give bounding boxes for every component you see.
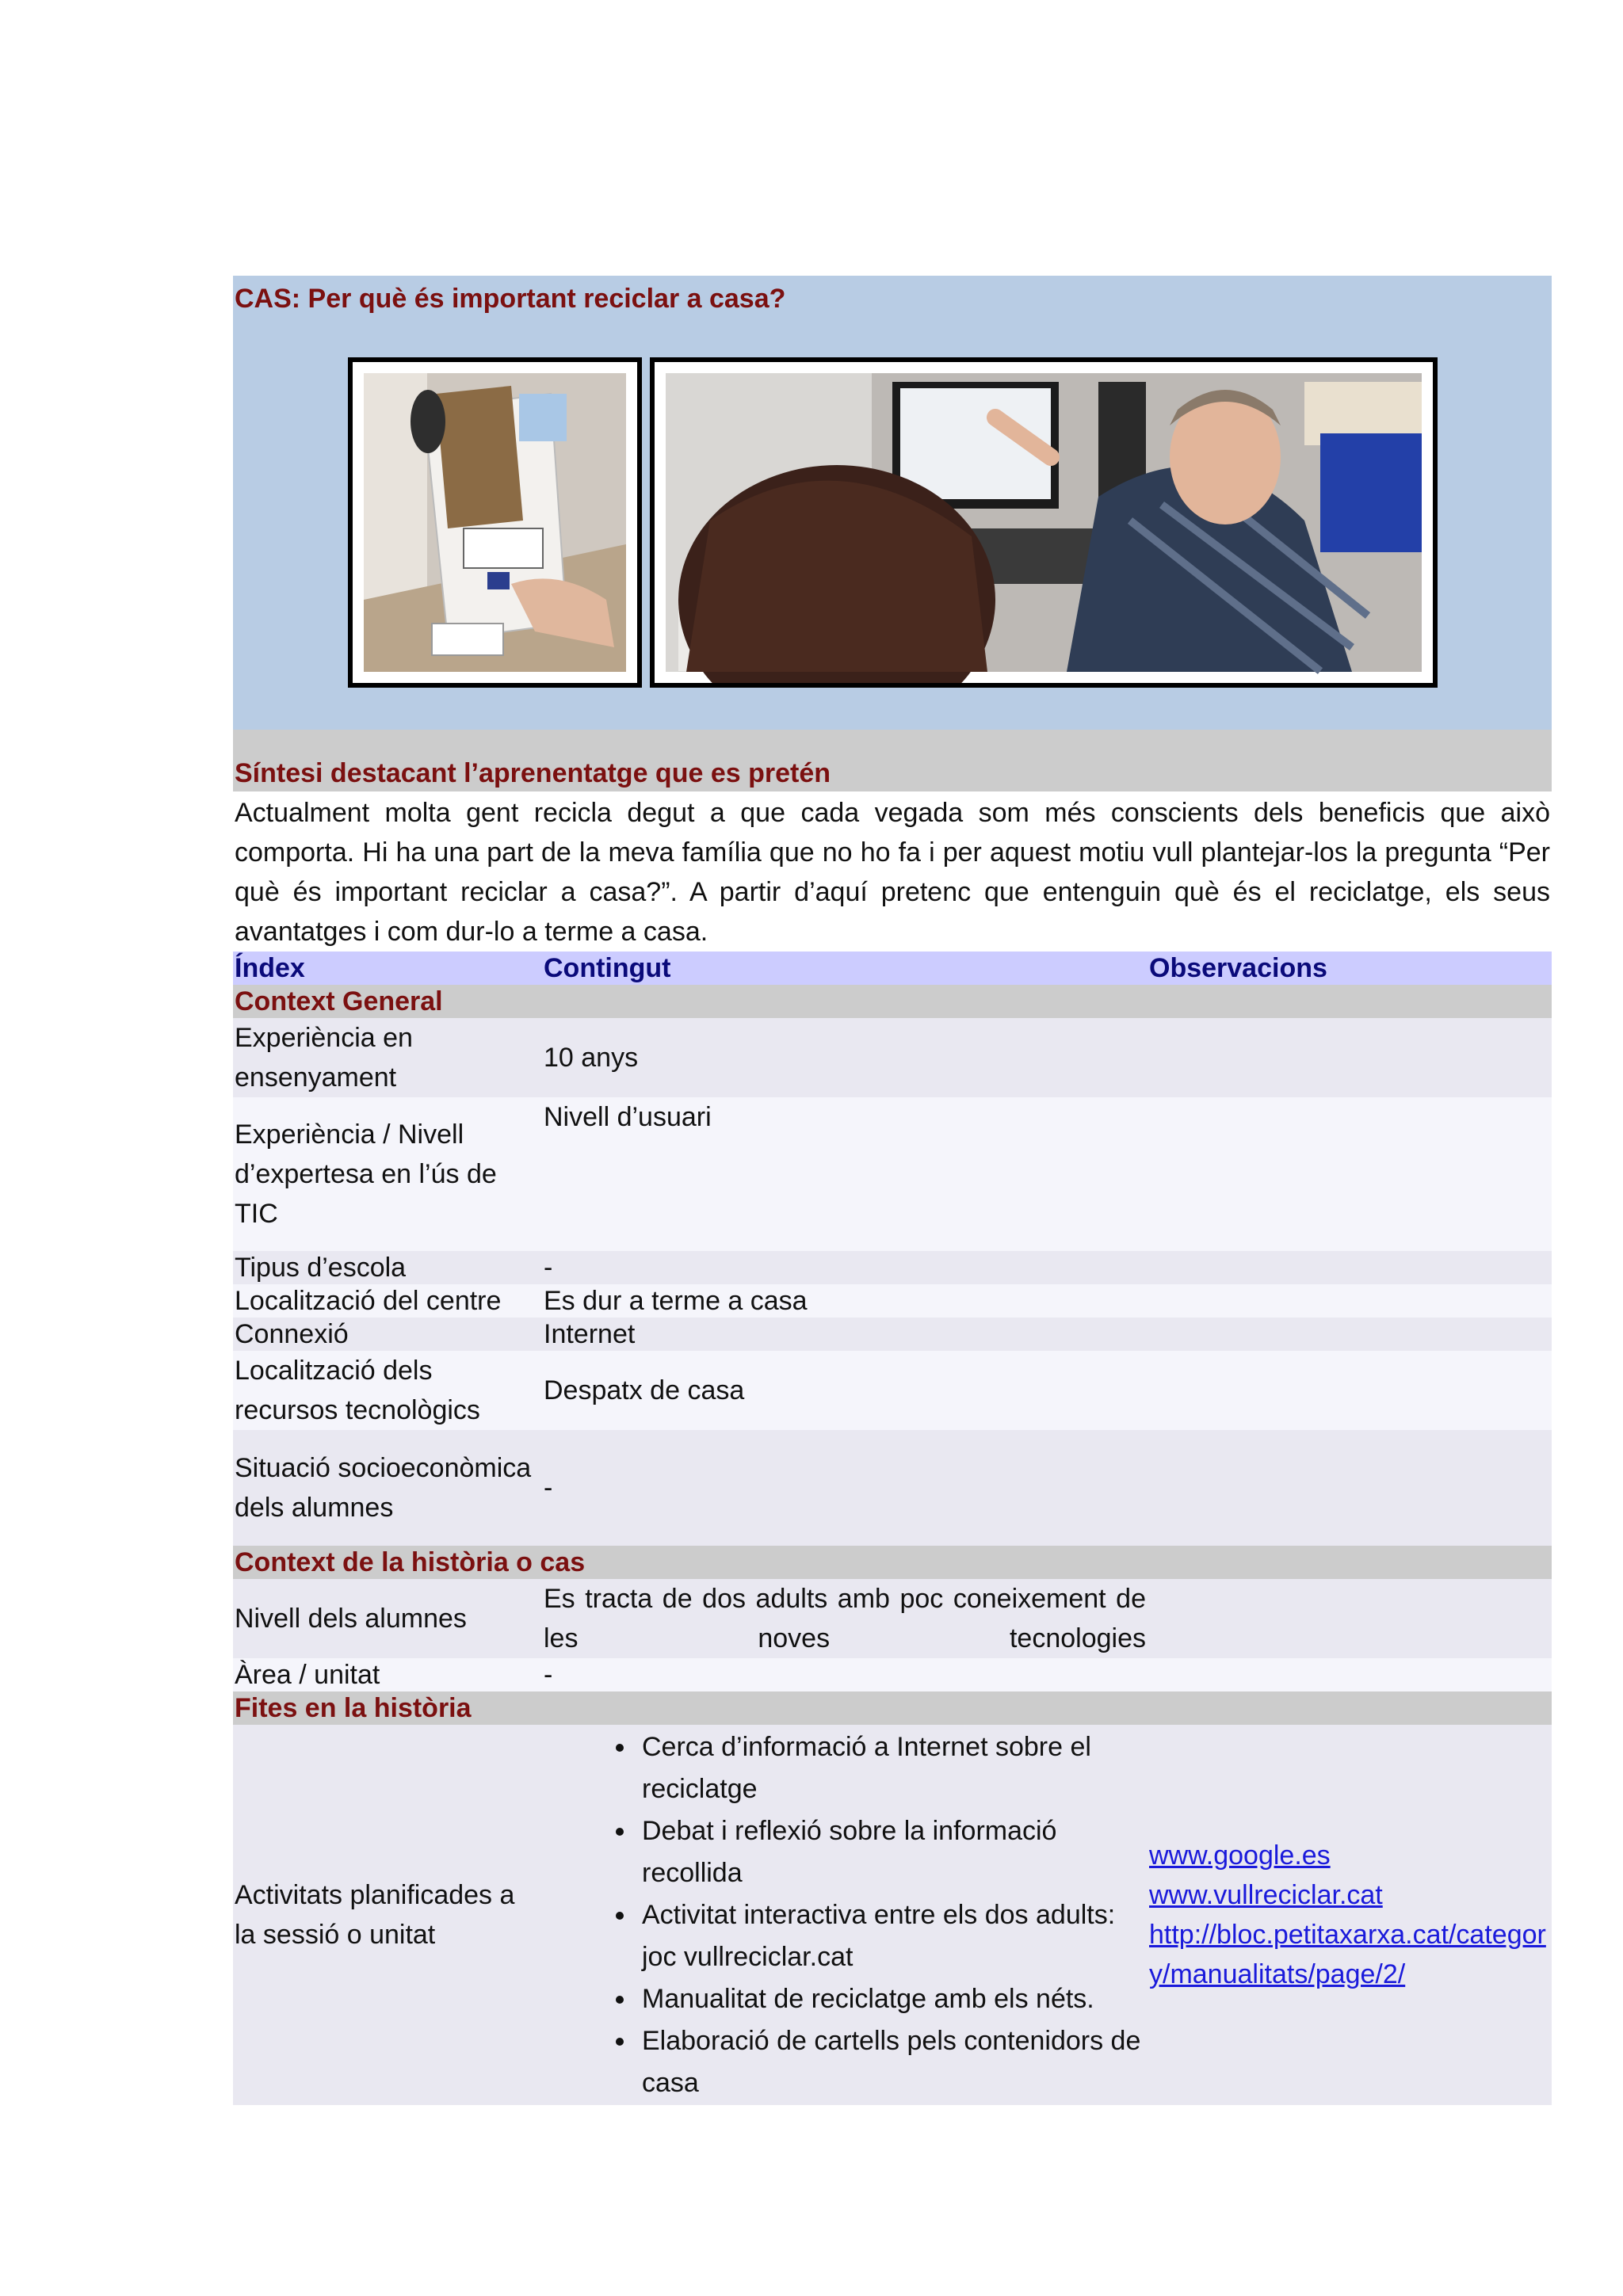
section-title: Context de la història o cas	[233, 1546, 1552, 1579]
row-label: Experiència / Nivell d’expertesa en l’ús de TIC	[233, 1097, 542, 1251]
row-value: -	[542, 1251, 1148, 1284]
section-context-history	[233, 1546, 1552, 1579]
section-title: Context General	[233, 985, 1552, 1018]
header-index: Índex	[233, 952, 542, 985]
link-vullreciclar[interactable]: www.vullreciclar.cat	[1149, 1880, 1383, 1910]
table-row	[233, 1725, 1552, 2105]
list-item: • Manualitat de reciclatge amb els néts.	[637, 1978, 1146, 2020]
list-item: • Activitat interactiva entre els dos adults: joc vullreciclar.cat	[637, 1894, 1146, 1978]
table-row	[233, 1579, 1552, 1658]
row-label: Connexió	[233, 1318, 542, 1351]
case-banner	[233, 276, 1552, 730]
header-observations: Observacions	[1148, 952, 1552, 985]
table-row	[233, 1351, 1552, 1430]
header-content: Contingut	[542, 952, 1148, 985]
table-row	[233, 1097, 1552, 1251]
link-petitaxarxa[interactable]: http://bloc.petitaxarxa.cat/category/manualitats/page/2/	[1149, 1920, 1546, 1989]
row-value: -	[542, 1658, 1148, 1691]
activities-cell	[542, 1725, 1148, 2105]
table-row	[233, 1658, 1552, 1691]
computer-session-photo	[650, 357, 1438, 688]
row-value: Nivell d’usuari	[542, 1097, 1148, 1251]
list-item: • Cerca d’informació a Internet sobre el reciclatge	[637, 1726, 1146, 1810]
table-row	[233, 1018, 1552, 1097]
row-label: Nivell dels alumnes	[233, 1579, 542, 1658]
row-value: Es dur a terme a casa	[542, 1284, 1148, 1318]
case-table	[233, 952, 1552, 2105]
list-item: • Debat i reflexió sobre la informació recollida	[637, 1810, 1146, 1894]
row-label: Experiència en ensenyament	[233, 1018, 542, 1097]
row-observation	[1148, 1430, 1552, 1546]
table-row	[233, 1430, 1552, 1546]
row-observation	[1148, 1018, 1552, 1097]
row-value: 10 anys	[542, 1018, 1148, 1097]
activities-list	[544, 1726, 1146, 2104]
row-observation	[1148, 1351, 1552, 1430]
row-label: Localització del centre	[233, 1284, 542, 1318]
row-label: Localització dels recursos tecnològics	[233, 1351, 542, 1430]
table-header-row	[233, 952, 1552, 985]
row-value: -	[542, 1430, 1148, 1546]
row-label: Tipus d’escola	[233, 1251, 542, 1284]
row-label: Àrea / unitat	[233, 1658, 542, 1691]
row-label: Activitats planificades a la sessió o unitat	[233, 1725, 542, 2105]
row-observation	[1148, 1318, 1552, 1351]
row-observation	[1148, 1658, 1552, 1691]
section-title: Fites en la història	[233, 1691, 1552, 1725]
row-value: Internet	[542, 1318, 1148, 1351]
synthesis-heading: Síntesi destacant l’aprenentatge que es pretén	[233, 730, 1552, 791]
recycling-bin-photo	[348, 357, 642, 688]
row-observation	[1148, 1579, 1552, 1658]
case-title: CAS: Per què és important reciclar a casa?	[235, 284, 786, 314]
table-row	[233, 1318, 1552, 1351]
section-context-general	[233, 985, 1552, 1018]
row-observation	[1148, 1251, 1552, 1284]
document-page	[233, 276, 1552, 2105]
list-item: • Elaboració de cartells pels contenidors de casa	[637, 2020, 1146, 2104]
row-observation	[1148, 1284, 1552, 1318]
row-observation	[1148, 1097, 1552, 1251]
table-row	[233, 1284, 1552, 1318]
section-milestones	[233, 1691, 1552, 1725]
links-cell	[1148, 1725, 1552, 2105]
row-label: Situació socioeconòmica dels alumnes	[233, 1430, 542, 1546]
table-row	[233, 1251, 1552, 1284]
synthesis-body: Actualment molta gent recicla degut a que cada vegada som més conscients dels beneficis que això comporta. Hi ha una part de la meva família que no ho fa i per aquest motiu vull plantejar-los la pregunta “Per què és important reciclar a casa?”. A partir d’aquí pretenc que entenguin què és el reciclatge, els seus avantatges i com dur-lo a terme a casa.	[235, 798, 1550, 947]
link-google[interactable]: www.google.es	[1149, 1840, 1331, 1871]
row-value: Es tracta de dos adults amb poc coneixement de les noves tecnologies	[542, 1579, 1148, 1658]
row-value: Despatx de casa	[542, 1351, 1148, 1430]
